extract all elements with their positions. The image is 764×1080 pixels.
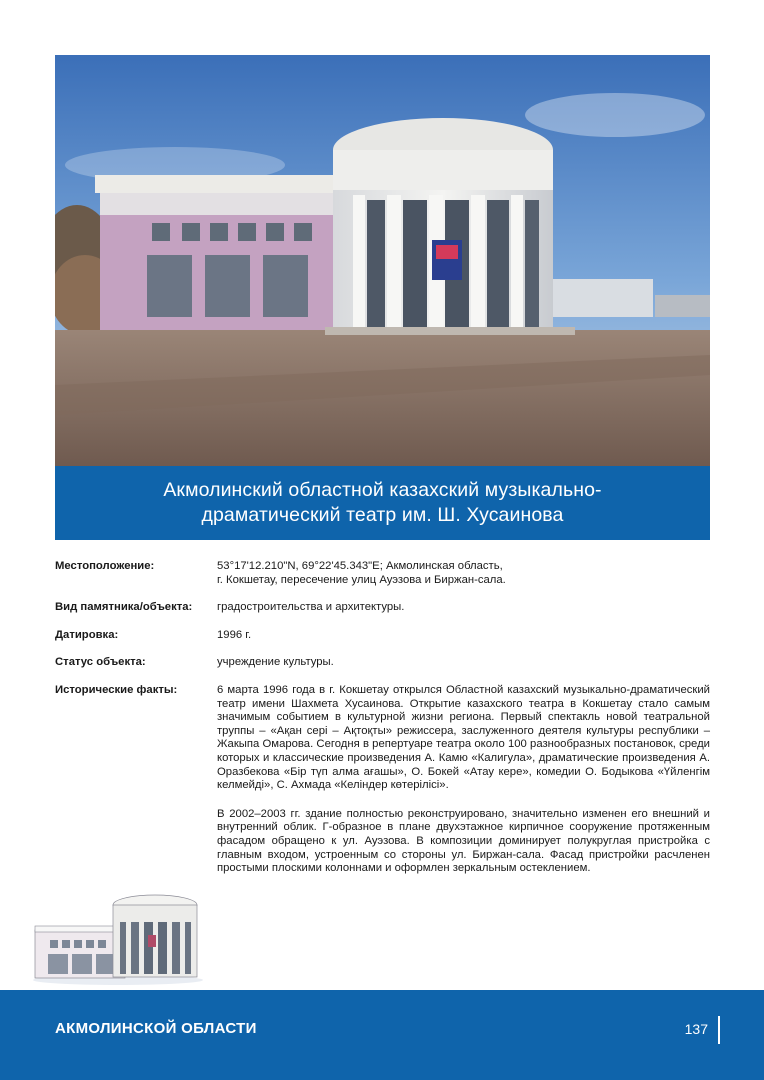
field-location <box>55 560 710 587</box>
field-status <box>55 656 710 670</box>
info-fields <box>55 560 710 890</box>
field-label: Исторические факты: <box>55 683 178 696</box>
building-photo <box>55 55 710 467</box>
title-band <box>55 466 710 540</box>
field-label: Вид памятника/объекта: <box>55 601 193 614</box>
field-value <box>217 560 710 587</box>
field-value: 1996 г. <box>217 628 252 641</box>
building-sketch <box>30 890 205 985</box>
field-label: Статус объекта: <box>55 656 146 669</box>
field-type <box>55 601 710 615</box>
field-value: учреждение культуры. <box>217 656 334 669</box>
page-title <box>163 478 601 528</box>
title-line-1: Акмолинский областной казахский музыкально- <box>163 479 602 501</box>
title-line-2: драматический театр им. Ш. Хусаинова <box>201 504 564 526</box>
footer-region: АКМОЛИНСКОЙ ОБЛАСТИ <box>55 1020 257 1037</box>
field-label: Местоположение: <box>55 560 155 572</box>
footer <box>0 990 764 1080</box>
field-history <box>55 684 710 876</box>
field-value <box>217 684 710 876</box>
history-paragraph-2: В 2002–2003 гг. здание полностью реконструировано, значительно изменен его внешний и внутренний облик. Г-образное в плане двухэтажное кирпичное сооружение протяженным фасадом обращено к ул. Ауэзова. В композиции доминирует полукруглая пристройка с главным входом, устроенным со стороны ул. Биржан-сала. Фасад пристройки расчленен простыми плоскими колоннами и оформлен зеркальным остеклением. <box>217 807 710 875</box>
field-label: Датировка: <box>55 628 119 641</box>
location-line-2: г. Кокшетау, пересечение улиц Ауэзова и Биржан-сала. <box>217 573 506 586</box>
footer-divider <box>718 1016 720 1044</box>
history-paragraph-1: 6 марта 1996 года в г. Кокшетау открылся Областной казахский музыкально-драматический театр имени Шахмета Хусаинова. Открытие казахского театра в Кокшетау стало самым значимым событием в культурной жизни региона. Первый спектакль новой театральной труппы – «Ақан сері – Ақтоқты» режиссера, заслуженного деятеля культуры республики – Жакыпа Омарова. Сегодня в репертуаре театра около 100 разнообразных постановок, среди которых и классические произведения А. Камю «Калигула», драматические произведения А. Оразбекова «Бір түп алма ағашы», О. Бокей «Атау кере», комедии О. Бодыкова «Үйленгім келмейді», С. Ахмада «Келіндер көтерілісі». <box>217 683 710 792</box>
field-value: градостроительства и архитектуры. <box>217 601 405 614</box>
page-number: 137 <box>684 1021 708 1037</box>
field-date <box>55 629 710 643</box>
location-line-1: 53°17'12.210"N, 69°22'45.343"E; Акмолинская область, <box>217 560 503 572</box>
